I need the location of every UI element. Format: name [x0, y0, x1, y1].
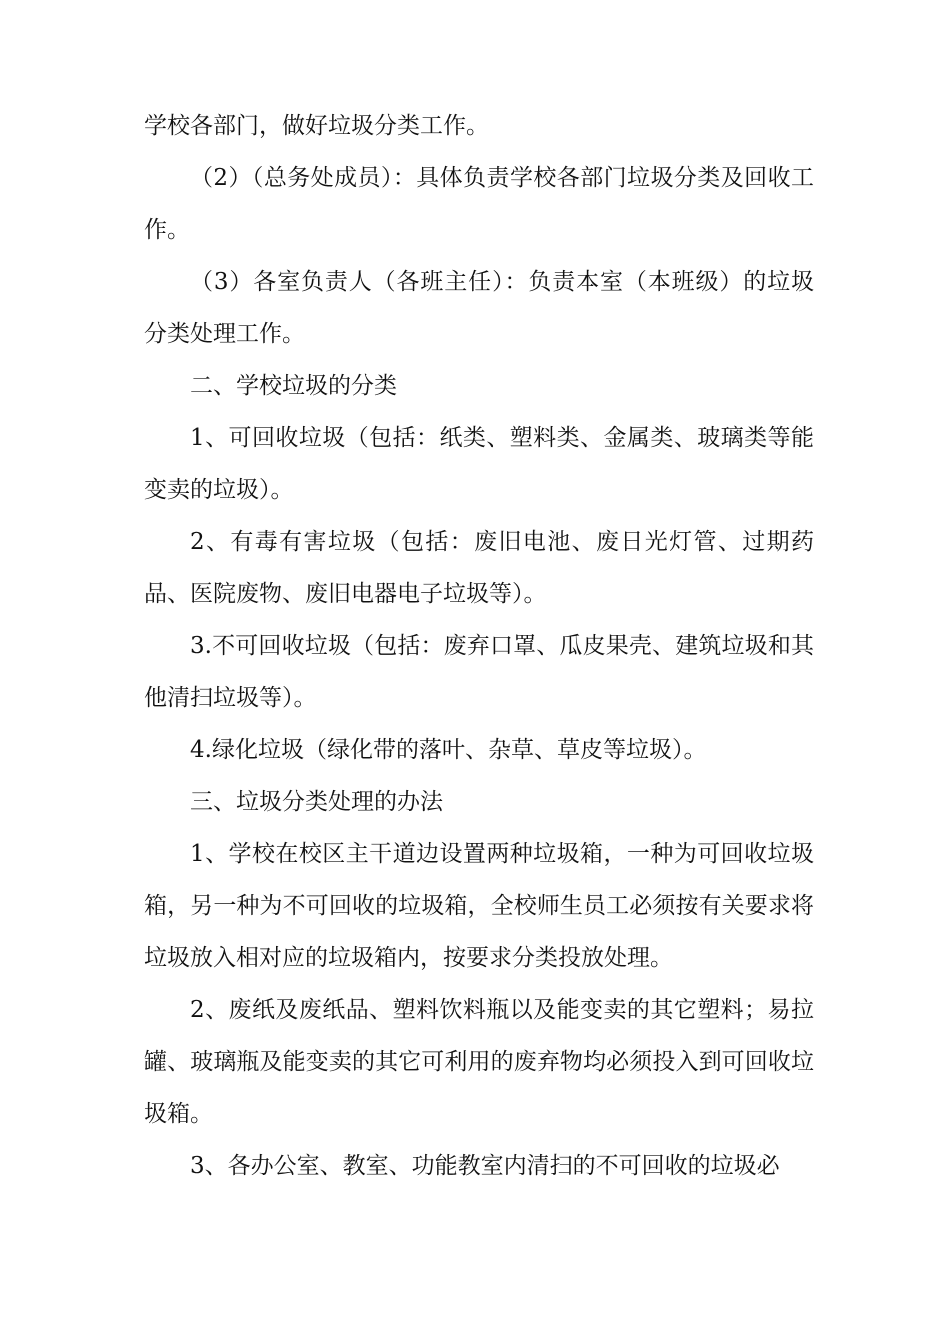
paragraph-duty-3: （3）各室负责人（各班主任）：负责本室（本班级）的垃圾分类处理工作。 — [144, 269, 814, 347]
document-body — [144, 100, 814, 1192]
paragraph-greenery: 4.绿化垃圾（绿化带的落叶、杂草、草皮等垃圾）。 — [190, 737, 707, 763]
paragraph-method-3: 3、各办公室、教室、功能教室内清扫的不可回收的垃圾必 — [190, 1153, 780, 1179]
paragraph-method-1: 1、学校在校区主干道边设置两种垃圾箱，一种为可回收垃圾箱，另一种为不可回收的垃圾箱，全校师生员工必须按有关要求将垃圾放入相对应的垃圾箱内，按要求分类投放处理。 — [144, 841, 814, 971]
paragraph-non-recyclable: 3.不可回收垃圾（包括：废弃口罩、瓜皮果壳、建筑垃圾和其他清扫垃圾等）。 — [144, 633, 814, 711]
section-heading-methods: 三、垃圾分类处理的办法 — [190, 789, 443, 815]
paragraph-recyclable: 1、可回收垃圾（包括：纸类、塑料类、金属类、玻璃类等能变卖的垃圾）。 — [144, 425, 814, 503]
paragraph-duty-2: （2）（总务处成员）：具体负责学校各部门垃圾分类及回收工作。 — [144, 165, 814, 243]
paragraph-method-2: 2、废纸及废纸品、塑料饮料瓶以及能变卖的其它塑料；易拉罐、玻璃瓶及能变卖的其它可利用的废弃物均必须投入到可回收垃圾箱。 — [144, 997, 814, 1127]
paragraph-continuation: 学校各部门，做好垃圾分类工作。 — [144, 113, 489, 139]
section-heading-classification: 二、学校垃圾的分类 — [190, 373, 397, 399]
paragraph-hazardous: 2、有毒有害垃圾（包括：废旧电池、废日光灯管、过期药品、医院废物、废旧电器电子垃圾等）。 — [144, 529, 814, 607]
